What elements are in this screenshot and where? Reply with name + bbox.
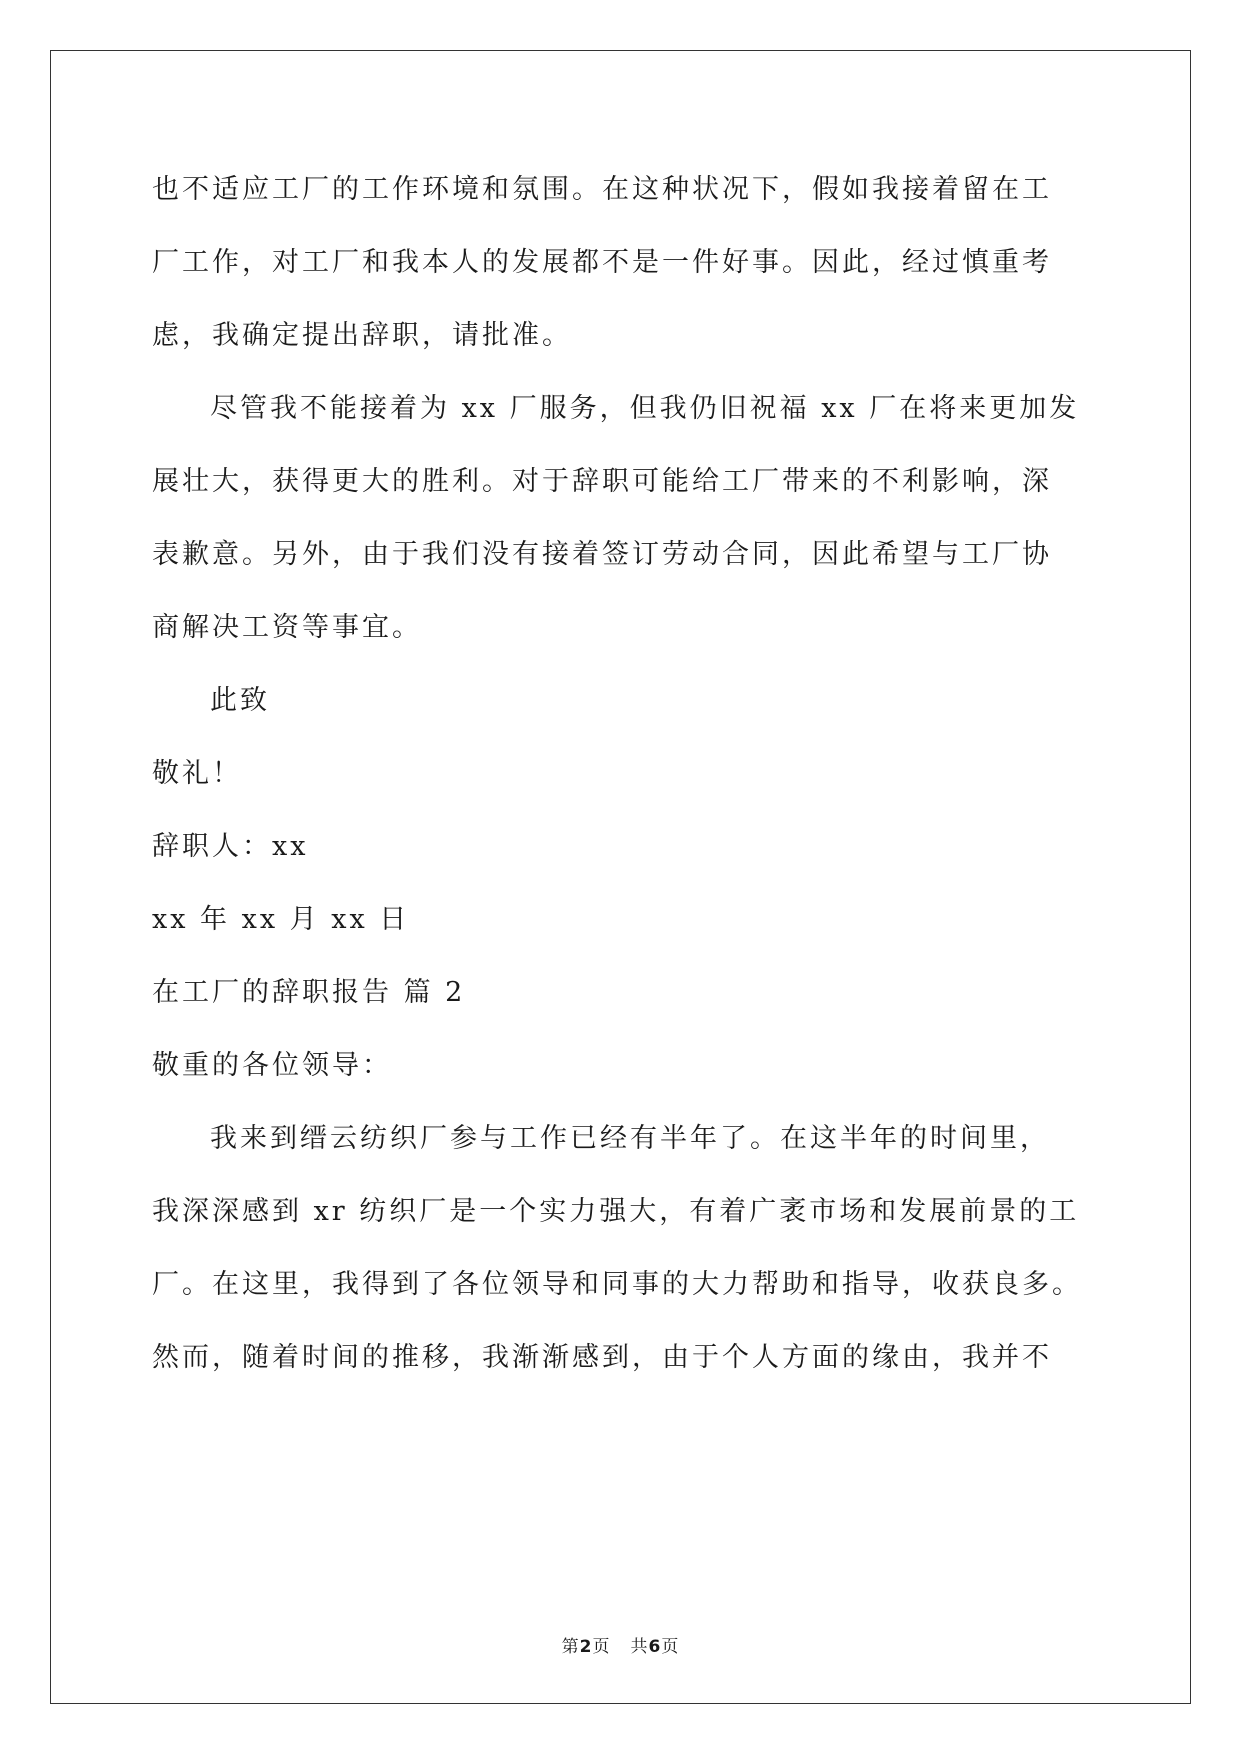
paragraph-line: 展壮大，获得更大的胜利。对于辞职可能给工厂带来的不利影响，深 (152, 466, 1052, 497)
footer-total-suffix: 页 (661, 1637, 680, 1657)
current-page-number: 2 (579, 1637, 593, 1657)
signature-date: xx 年 xx 月 xx 日 (152, 904, 410, 935)
paragraph-line: 然而，随着时间的推移，我渐渐感到，由于个人方面的缘由，我并不 (152, 1342, 1052, 1373)
salutation-respect: 敬礼！ (152, 758, 242, 789)
footer-page-suffix: 页 (592, 1637, 611, 1657)
paragraph-line: 也不适应工厂的工作环境和氛围。在这种状况下，假如我接着留在工 (152, 174, 1052, 205)
page-border (50, 50, 1191, 1704)
paragraph-line: 尽管我不能接着为 xx 厂服务，但我仍旧祝福 xx 厂在将来更加发 (210, 393, 1080, 424)
paragraph-line: 表歉意。另外，由于我们没有接着签订劳动合同，因此希望与工厂协 (152, 539, 1052, 570)
section-heading: 在工厂的辞职报告 篇 2 (152, 977, 466, 1008)
signature-name: 辞职人：xx (152, 831, 309, 862)
salutation-closing: 此致 (210, 685, 270, 716)
paragraph-line: 我深深感到 xr 纺织厂是一个实力强大，有着广袤市场和发展前景的工 (152, 1196, 1080, 1227)
letter-greeting: 敬重的各位领导： (152, 1050, 392, 1081)
paragraph-line: 我来到缙云纺织厂参与工作已经有半年了。在这半年的时间里， (210, 1123, 1050, 1154)
page-footer (0, 1632, 1241, 1657)
paragraph-line: 厂。在这里，我得到了各位领导和同事的大力帮助和指导，收获良多。 (152, 1269, 1082, 1300)
paragraph-line: 厂工作，对工厂和我本人的发展都不是一件好事。因此，经过慎重考 (152, 247, 1052, 278)
total-page-number: 6 (648, 1637, 662, 1657)
footer-prefix: 第 (561, 1637, 580, 1657)
paragraph-line: 商解决工资等事宜。 (152, 612, 422, 643)
paragraph-line: 虑，我确定提出辞职，请批准。 (152, 320, 572, 351)
footer-total-prefix: 共 (630, 1637, 649, 1657)
